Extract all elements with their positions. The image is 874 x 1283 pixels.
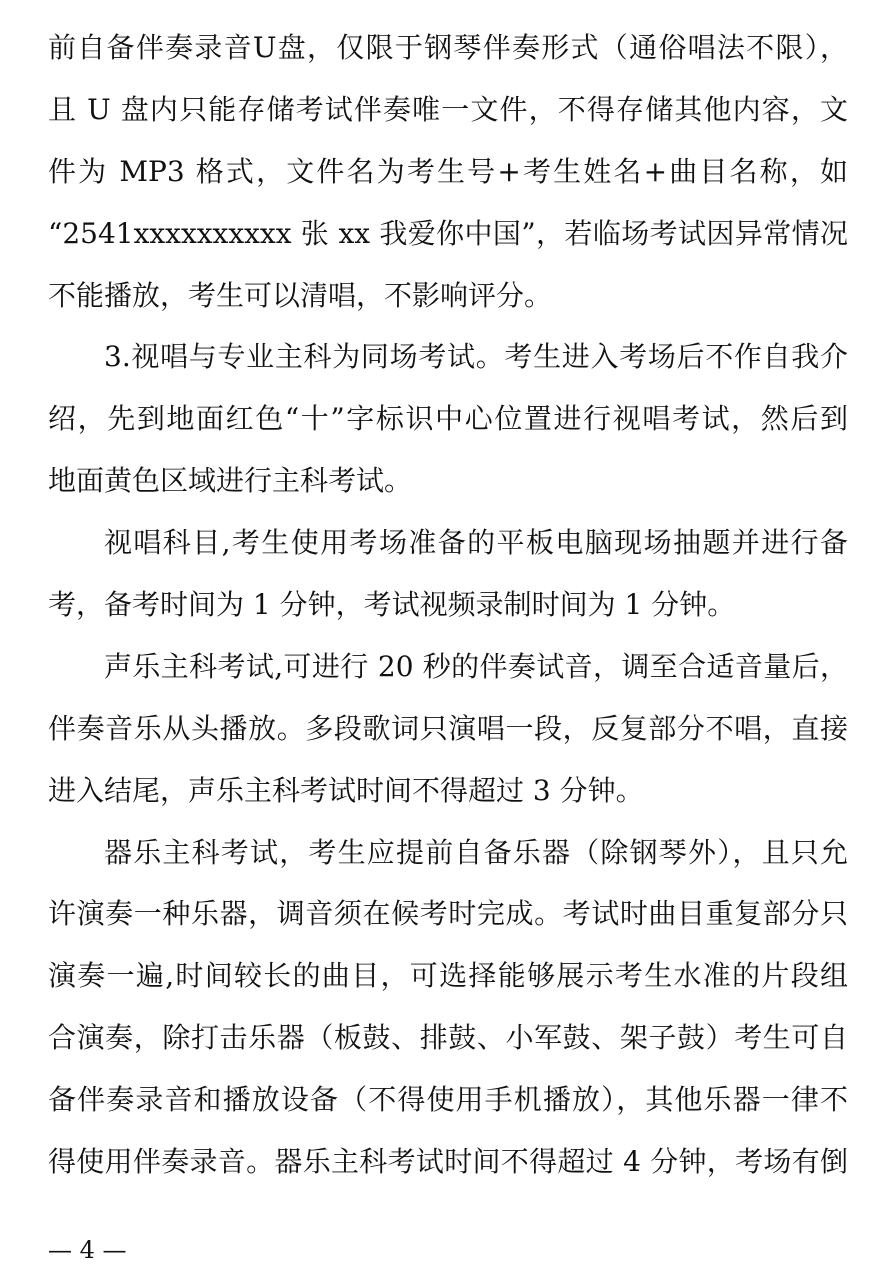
text-line: 不能播放，考生可以清唱，不影响评分。: [48, 278, 553, 312]
document-body: [48, 17, 848, 1193]
text-line: 演奏一遍,时间较长的曲目，可选择能够展示考生水准的片段组: [48, 959, 848, 993]
page-number: — 4 —: [48, 1236, 127, 1264]
text-line: 视唱科目,考生使用考场准备的平板电脑现场抽题并进行备: [104, 526, 848, 560]
text-line: 得使用伴奏录音。器乐主科考试时间不得超过 4 分钟，考场有倒: [48, 1145, 848, 1179]
text-line: 伴奏音乐从头播放。多段歌词只演唱一段，反复部分不唱，直接: [48, 711, 848, 745]
text-line: “2541xxxxxxxxxx 张 xx 我爱你中国”，若临场考试因异常情况: [48, 216, 848, 250]
text-line: 且 U 盘内只能存储考试伴奏唯一文件，不得存储其他内容，文: [48, 92, 848, 126]
text-line: 绍，先到地面红色“十”字标识中心位置进行视唱考试，然后到: [48, 402, 848, 436]
text-line: 件为 MP3 格式，文件名为考生号+考生姓名+曲目名称，如: [48, 154, 848, 188]
text-line: 器乐主科考试，考生应提前自备乐器（除钢琴外），且只允: [104, 835, 848, 869]
text-line: 许演奏一种乐器，调音须在候考时完成。考试时曲目重复部分只: [48, 897, 848, 931]
text-line: 合演奏，除打击乐器（板鼓、排鼓、小军鼓、架子鼓）考生可自: [48, 1021, 848, 1055]
text-line: 前自备伴奏录音U盘，仅限于钢琴伴奏形式（通俗唱法不限），: [48, 31, 848, 64]
text-line: 3.视唱与专业主科为同场考试。考生进入考场后不作自我介: [104, 340, 848, 374]
text-line: 声乐主科考试,可进行 20 秒的伴奏试音，调至合适音量后，: [104, 649, 848, 683]
text-line: 备伴奏录音和播放设备（不得使用手机播放），其他乐器一律不: [48, 1083, 848, 1117]
text-line: 进入结尾，声乐主科考试时间不得超过 3 分钟。: [48, 773, 644, 807]
text-line: 地面黄色区域进行主科考试。: [48, 464, 413, 498]
text-line: 考，备考时间为 1 分钟，考试视频录制时间为 1 分钟。: [48, 588, 736, 622]
